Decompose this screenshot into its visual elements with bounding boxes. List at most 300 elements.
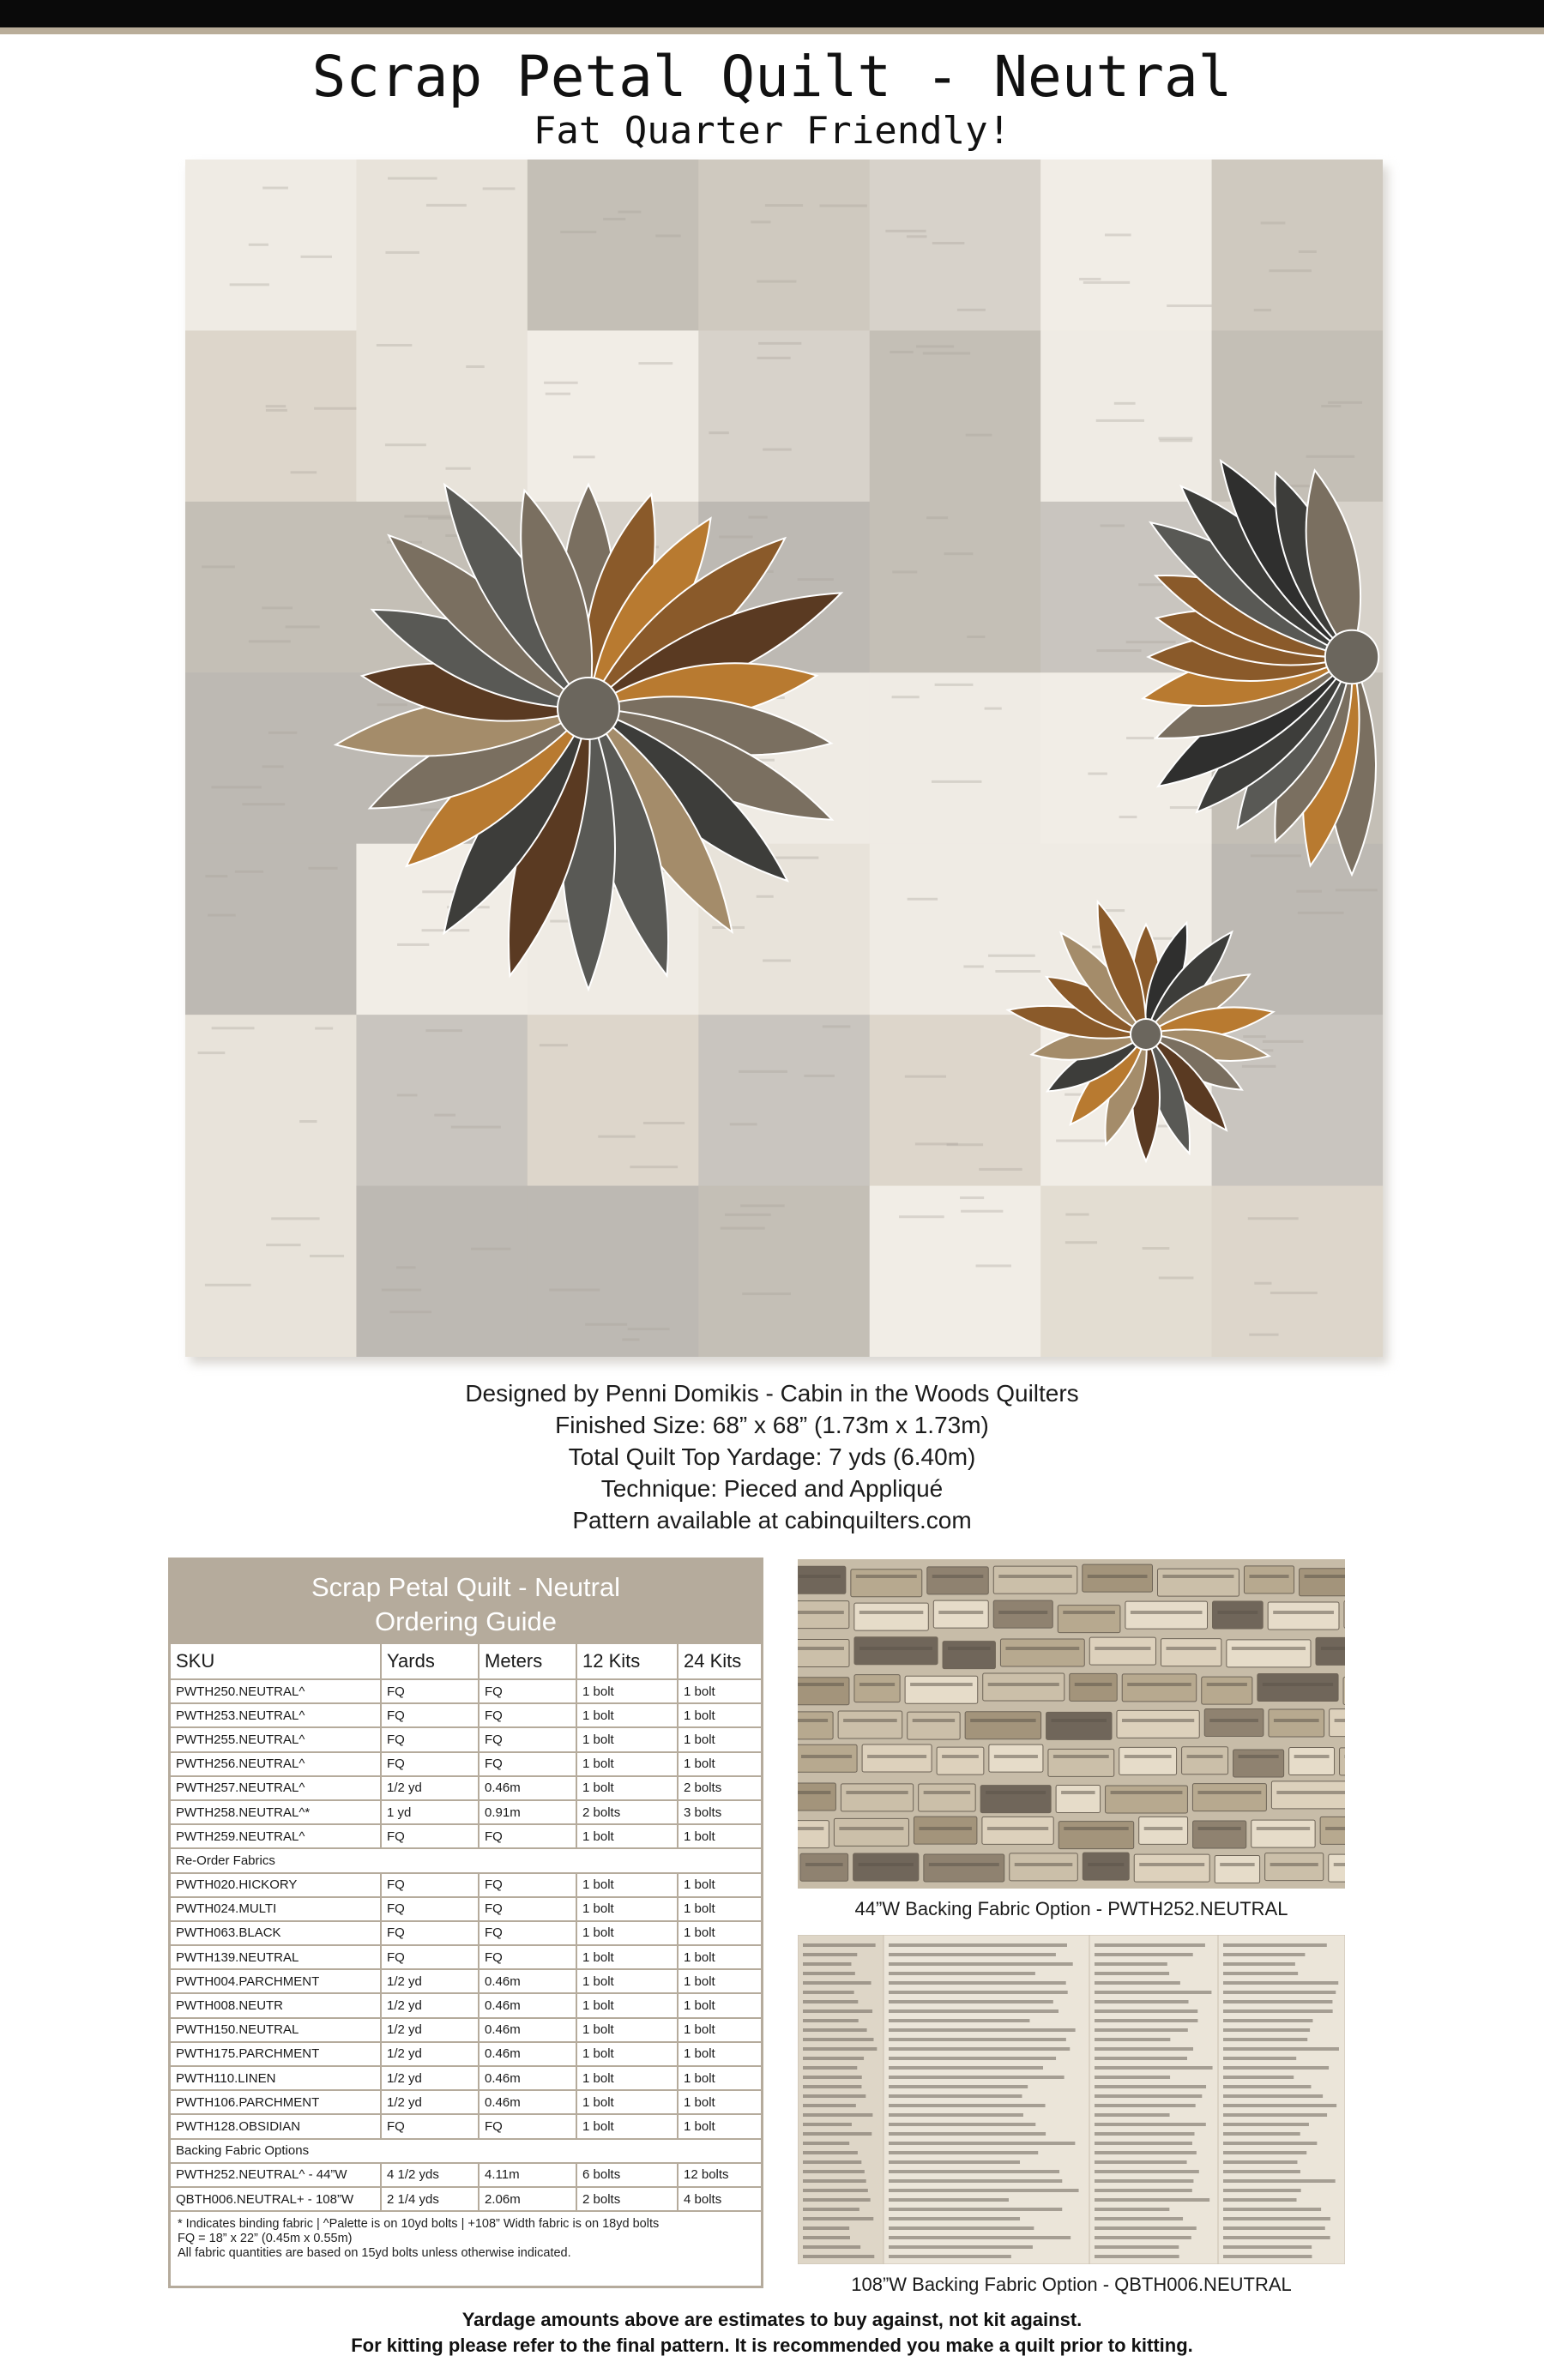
quilt-block xyxy=(698,330,870,502)
table-cell: 1 bolt xyxy=(576,2066,678,2090)
block-print-mark xyxy=(967,636,985,638)
ticket-shape xyxy=(1202,1677,1252,1704)
block-print-mark xyxy=(397,943,429,946)
table-cell: 1 bolt xyxy=(678,2066,761,2090)
block-print-mark xyxy=(1270,1292,1318,1294)
ticket-shape xyxy=(908,1712,960,1739)
ticket-print-mark xyxy=(1334,1863,1345,1866)
newsprint-text-line xyxy=(1095,2245,1179,2249)
ticket-shape xyxy=(1320,1817,1345,1844)
ticket-shape xyxy=(798,1783,835,1811)
block-print-mark xyxy=(916,345,954,347)
ticket-shape xyxy=(1244,1566,1294,1594)
header-12-kits: 12 Kits xyxy=(576,1644,678,1679)
newsprint-text-line xyxy=(1223,2123,1309,2126)
newsprint-text-line xyxy=(889,2000,1053,2003)
block-print-mark xyxy=(985,708,1002,710)
block-print-mark xyxy=(315,1027,333,1030)
ticket-print-mark xyxy=(1276,1791,1345,1794)
table-cell: PWTH139.NEUTRAL xyxy=(171,1945,381,1969)
newsprint-text-line xyxy=(1095,2094,1202,2098)
block-print-mark xyxy=(271,1217,319,1220)
block-print-mark xyxy=(1083,281,1130,284)
block-print-mark xyxy=(301,256,332,258)
ticket-print-mark xyxy=(859,1863,914,1866)
ticket-print-mark xyxy=(1088,1863,1124,1866)
block-print-mark xyxy=(205,1284,251,1286)
ticket-print-mark xyxy=(1139,1863,1204,1866)
newsprint-text-line xyxy=(889,2179,1062,2183)
table-row xyxy=(171,2066,761,2090)
table-cell: FQ xyxy=(381,1703,479,1727)
newsprint-text-line xyxy=(803,1972,855,1975)
table-cell: 0.46m xyxy=(479,1993,576,2017)
table-cell: 1/2 yd xyxy=(381,2090,479,2114)
table-cell: 2 1/4 yds xyxy=(381,2187,479,2211)
table-row xyxy=(171,2018,761,2042)
table-cell: PWTH004.PARCHMENT xyxy=(171,1969,381,1993)
table-cell: FQ xyxy=(381,1679,479,1703)
block-print-mark xyxy=(1254,309,1271,311)
newsprint-text-line xyxy=(803,1953,857,1956)
ticket-print-mark xyxy=(1166,1647,1215,1650)
ticket-shape xyxy=(1000,1639,1084,1666)
block-print-mark xyxy=(988,955,1035,957)
block-print-mark xyxy=(286,625,320,628)
ticket-print-mark xyxy=(1232,1647,1306,1650)
newsprint-text-line xyxy=(803,1991,854,1994)
newsprint-text-line xyxy=(1223,2255,1312,2258)
block-print-mark xyxy=(483,187,516,190)
ticket-shape xyxy=(965,1712,1040,1739)
newsprint-text-line xyxy=(889,1943,1067,1947)
block-print-mark xyxy=(643,1122,685,1124)
block-print-mark xyxy=(598,1136,635,1138)
newsprint-text-line xyxy=(1095,1981,1180,1985)
block-print-mark xyxy=(751,220,770,223)
table-cell: PWTH175.PARCHMENT xyxy=(171,2042,381,2066)
newsprint-text-line xyxy=(1095,1953,1193,1956)
ticket-shape xyxy=(1193,1821,1246,1848)
ticket-shape xyxy=(1300,1569,1345,1596)
newsprint-text-line xyxy=(889,2245,1033,2249)
newsprint-text-line xyxy=(1095,2028,1188,2032)
newsprint-text-line xyxy=(889,2160,1020,2164)
table-cell: PWTH255.NEUTRAL^ xyxy=(171,1727,381,1751)
newsprint-text-line xyxy=(803,2104,856,2107)
ticket-print-mark xyxy=(1220,1863,1254,1866)
table-row xyxy=(171,1824,761,1848)
ticket-shape xyxy=(982,1817,1053,1844)
table-cell: FQ xyxy=(381,1945,479,1969)
block-print-mark xyxy=(915,1142,958,1145)
block-print-mark xyxy=(932,780,981,783)
block-print-mark xyxy=(308,867,337,870)
table-cell: 1 bolt xyxy=(576,1969,678,1993)
block-print-mark xyxy=(926,516,948,519)
block-print-mark xyxy=(434,1114,455,1117)
top-black-bar xyxy=(0,0,1544,27)
block-print-mark xyxy=(212,1027,255,1029)
block-print-mark xyxy=(819,204,866,207)
newsprint-text-line xyxy=(1223,2236,1330,2239)
table-row xyxy=(171,1679,761,1703)
block-print-mark xyxy=(932,242,965,244)
newsprint-text-line xyxy=(1095,2076,1170,2079)
newsprint-text-line xyxy=(889,1972,1035,1975)
ticket-print-mark xyxy=(798,1683,844,1686)
table-section-row xyxy=(171,2139,761,2163)
quilt-block xyxy=(870,844,1041,1015)
block-print-mark xyxy=(1105,233,1131,236)
block-print-mark xyxy=(1065,1241,1097,1244)
newsprint-text-line xyxy=(1095,2132,1195,2136)
ticket-shape xyxy=(1344,1600,1345,1628)
newsprint-text-line xyxy=(1095,2038,1170,2041)
ticket-shape xyxy=(1227,1640,1311,1667)
table-cell: 1 bolt xyxy=(678,2018,761,2042)
ticket-shape xyxy=(798,1640,849,1667)
block-print-mark xyxy=(725,1214,771,1216)
table-cell: 1 bolt xyxy=(678,1921,761,1945)
ticket-shape xyxy=(851,1570,922,1597)
quilt-block xyxy=(356,1186,528,1357)
quilt-block xyxy=(185,1186,357,1357)
ticket-print-mark xyxy=(910,1683,973,1686)
ticket-shape xyxy=(1122,1674,1197,1702)
disclaimer-line-1: Yardage amounts above are estimates to buy against, not kit against. xyxy=(461,2309,1083,2330)
ticket-shape xyxy=(853,1853,919,1881)
block-print-mark xyxy=(1096,419,1144,422)
block-print-mark xyxy=(299,1120,317,1123)
flower-center xyxy=(1131,1019,1161,1050)
block-print-mark xyxy=(979,1168,1022,1171)
block-print-mark xyxy=(908,898,938,901)
block-print-mark xyxy=(748,516,767,519)
table-cell: 4.11m xyxy=(479,2163,576,2187)
ticket-print-mark xyxy=(1127,1683,1191,1686)
table-cell: 1 bolt xyxy=(576,1897,678,1921)
table-cell: FQ xyxy=(479,1727,576,1751)
table-cell: 2 bolts xyxy=(678,1776,761,1800)
block-print-mark xyxy=(291,471,317,473)
newsprint-text-line xyxy=(803,2245,860,2249)
newsprint-text-line xyxy=(1223,1972,1298,1975)
ticket-shape xyxy=(854,1637,938,1665)
newsprint-text-line xyxy=(1095,2189,1192,2192)
table-cell: 1 bolt xyxy=(678,2090,761,2114)
newsprint-text-line xyxy=(889,2028,1076,2032)
quilt-block xyxy=(185,502,357,673)
table-cell: 1 bolt xyxy=(678,1873,761,1897)
block-print-mark xyxy=(389,1311,431,1313)
ticket-print-mark xyxy=(798,1719,828,1722)
table-cell: 0.46m xyxy=(479,1969,576,1993)
newsprint-text-line xyxy=(1223,2009,1333,2013)
ticket-print-mark xyxy=(998,1575,1072,1578)
quilt-block xyxy=(1040,1186,1212,1357)
block-print-mark xyxy=(757,280,796,283)
block-print-mark xyxy=(798,578,834,581)
table-cell: FQ xyxy=(479,1921,576,1945)
ticket-shape xyxy=(798,1821,829,1848)
block-print-mark xyxy=(758,342,801,345)
backing-44-caption: 44”W Backing Fabric Option - PWTH252.NEUTRAL xyxy=(854,1898,1288,1919)
table-row xyxy=(171,2187,761,2211)
block-print-mark xyxy=(1065,1213,1089,1215)
disclaimer xyxy=(0,2307,1544,2359)
quilt-block xyxy=(528,160,699,331)
ticket-print-mark xyxy=(1305,1575,1345,1578)
block-print-mark xyxy=(1321,405,1341,407)
ticket-shape xyxy=(862,1744,932,1772)
block-print-mark xyxy=(995,970,1044,973)
newsprint-text-line xyxy=(803,2132,872,2136)
guide-title-line2: Ordering Guide xyxy=(375,1606,557,1636)
ticket-print-mark xyxy=(1217,1611,1258,1614)
block-print-mark xyxy=(907,235,927,238)
ticket-shape xyxy=(1048,1749,1114,1776)
ticket-print-mark xyxy=(1335,1719,1345,1722)
table-cell: 1 bolt xyxy=(678,2042,761,2066)
block-print-mark xyxy=(775,857,818,859)
ticket-print-mark xyxy=(998,1611,1047,1614)
ticket-shape xyxy=(1117,1710,1199,1738)
table-cell: 12 bolts xyxy=(678,2163,761,2187)
block-print-mark xyxy=(892,570,917,573)
quilt-image xyxy=(185,160,1383,1357)
table-row xyxy=(171,1873,761,1897)
ticket-print-mark xyxy=(1061,1791,1095,1794)
newsprint-text-line xyxy=(803,2208,859,2211)
ticket-print-mark xyxy=(1198,1827,1241,1830)
block-print-mark xyxy=(249,640,291,642)
block-print-mark xyxy=(310,1255,344,1257)
block-print-mark xyxy=(739,1070,787,1073)
ticket-shape xyxy=(1329,1854,1345,1882)
table-cell: 1 bolt xyxy=(576,1752,678,1776)
block-print-mark xyxy=(957,309,986,311)
newsprint-text-line xyxy=(1223,2132,1300,2136)
ticket-shape xyxy=(1269,1709,1324,1737)
table-cell: 1 bolt xyxy=(576,1727,678,1751)
quilt-block xyxy=(870,160,1041,331)
newsprint-text-line xyxy=(1223,2226,1325,2230)
ticket-print-mark xyxy=(1064,1827,1128,1830)
newsprint-text-line xyxy=(1223,2245,1312,2249)
ticket-shape xyxy=(1161,1639,1221,1666)
ticket-shape xyxy=(989,1744,1043,1772)
newsprint-fabric xyxy=(798,1935,1345,2264)
ticket-print-mark xyxy=(929,1863,999,1866)
ticket-print-mark xyxy=(1144,1827,1183,1830)
section-label: Re-Order Fabrics xyxy=(171,1848,761,1872)
newsprint-text-line xyxy=(1095,2170,1199,2173)
ticket-print-mark xyxy=(1273,1611,1334,1614)
newsprint-text-line xyxy=(1095,2151,1197,2154)
ticket-print-mark xyxy=(970,1719,1035,1722)
ticket-shape xyxy=(841,1784,913,1811)
newsprint-text-line xyxy=(1095,2226,1197,2230)
newsprint-text-line xyxy=(803,2179,866,2183)
block-print-mark xyxy=(573,455,594,458)
newsprint-text-line xyxy=(803,2076,862,2079)
ticket-print-mark xyxy=(856,1575,917,1578)
quilt-block xyxy=(185,1015,357,1186)
ticket-print-mark xyxy=(859,1647,932,1650)
table-cell: PWTH020.HICKORY xyxy=(171,1873,381,1897)
newsprint-text-line xyxy=(803,2057,864,2060)
quilt-block xyxy=(698,844,870,1015)
newsprint-text-line xyxy=(1095,2236,1191,2239)
footnote-2: FQ = 18” x 22” (0.45m x 0.55m) xyxy=(178,2232,353,2246)
ticket-print-mark xyxy=(1053,1755,1109,1758)
ordering-table-body xyxy=(171,1679,761,2211)
table-row xyxy=(171,1897,761,1921)
table-row xyxy=(171,1921,761,1945)
ticket-shape xyxy=(798,1601,849,1629)
block-print-mark xyxy=(763,449,792,451)
newsprint-text-line xyxy=(803,2009,872,2013)
newsprint-text-line xyxy=(803,2142,849,2145)
table-cell: 1/2 yd xyxy=(381,2018,479,2042)
table-cell: 0.46m xyxy=(479,2090,576,2114)
quilt-illustration xyxy=(185,160,1383,1357)
header-sku: SKU xyxy=(171,1644,381,1679)
block-print-mark xyxy=(622,1338,639,1341)
quilt-block xyxy=(356,330,528,502)
ticket-print-mark xyxy=(1257,1827,1310,1830)
block-print-mark xyxy=(765,204,803,207)
newsprint-text-line xyxy=(889,2076,1065,2079)
block-print-mark xyxy=(1242,1065,1276,1068)
top-taupe-bar xyxy=(0,27,1544,34)
ticket-print-mark xyxy=(1209,1719,1258,1722)
newsprint-text-line xyxy=(803,2236,850,2239)
newsprint-text-line xyxy=(1095,2255,1179,2258)
ticket-shape xyxy=(937,1747,984,1774)
newsprint-text-line xyxy=(803,2000,858,2003)
newsprint-text-line xyxy=(1223,2066,1329,2070)
block-print-mark xyxy=(262,765,284,768)
newsprint-text-line xyxy=(889,2255,1011,2258)
ticket-print-mark xyxy=(942,1755,979,1758)
table-cell: 1/2 yd xyxy=(381,2042,479,2066)
newsprint-text-line xyxy=(803,2160,861,2164)
backing-44-swatch xyxy=(798,1559,1345,1889)
table-cell: 1/2 yd xyxy=(381,1776,479,1800)
block-print-mark xyxy=(451,1126,501,1129)
table-cell: PWTH258.NEUTRAL^* xyxy=(171,1800,381,1824)
ticket-print-mark xyxy=(798,1611,844,1614)
ticket-shape xyxy=(1182,1747,1228,1774)
table-cell: 0.91m xyxy=(479,1800,576,1824)
newsprint-text-line xyxy=(1095,2019,1197,2022)
table-header-row xyxy=(171,1644,761,1679)
block-print-mark xyxy=(1126,737,1154,739)
newsprint-text-line xyxy=(889,2038,1066,2041)
block-print-mark xyxy=(923,352,970,355)
block-print-mark xyxy=(740,1204,784,1207)
newsprint-text-line xyxy=(803,2047,877,2051)
table-row xyxy=(171,1776,761,1800)
ticket-print-mark xyxy=(1111,1791,1183,1794)
block-print-mark xyxy=(560,231,596,233)
newsprint-text-line xyxy=(1223,2189,1301,2192)
block-print-mark xyxy=(205,875,227,877)
block-print-mark xyxy=(377,344,412,346)
block-print-mark xyxy=(976,1264,1011,1267)
ticket-print-mark xyxy=(1125,1755,1172,1758)
ticket-shape xyxy=(927,1567,989,1594)
block-print-mark xyxy=(1088,773,1107,775)
newsprint-text-line xyxy=(889,2085,1028,2088)
block-print-mark xyxy=(890,351,913,353)
newsprint-text-line xyxy=(1095,2142,1192,2145)
table-cell: PWTH128.OBSIDIAN xyxy=(171,2114,381,2138)
ticket-shape xyxy=(1215,1855,1259,1883)
block-print-mark xyxy=(944,552,974,555)
newsprint-text-line xyxy=(803,2226,849,2230)
table-cell: 2 bolts xyxy=(576,2187,678,2211)
ticket-shape xyxy=(933,1600,988,1628)
table-cell: 0.46m xyxy=(479,1776,576,1800)
quilt-block xyxy=(870,1015,1041,1186)
table-cell: PWTH257.NEUTRAL^ xyxy=(171,1776,381,1800)
ticket-print-mark xyxy=(859,1683,895,1686)
newsprint-text-line xyxy=(889,2189,1079,2192)
block-print-mark xyxy=(742,1292,791,1295)
block-print-mark xyxy=(262,187,288,190)
table-cell: FQ xyxy=(381,1824,479,1848)
ticket-print-mark xyxy=(805,1863,843,1866)
table-cell: 1 bolt xyxy=(576,1703,678,1727)
newsprint-text-line xyxy=(1223,2085,1311,2088)
newsprint-text-line xyxy=(1223,1953,1305,1956)
quilt-block xyxy=(1212,160,1383,331)
ticket-shape xyxy=(1330,1709,1345,1737)
ticket-shape xyxy=(1046,1712,1112,1739)
ticket-print-mark xyxy=(1263,1683,1333,1686)
ticket-shape xyxy=(1083,1853,1129,1880)
ticket-shape xyxy=(798,1712,833,1739)
newsprint-text-line xyxy=(1223,2113,1327,2117)
block-print-mark xyxy=(1159,1276,1194,1279)
table-cell: 1 bolt xyxy=(576,2090,678,2114)
newsprint-text-line xyxy=(889,2217,1020,2220)
block-print-mark xyxy=(397,1094,418,1096)
header-yards: Yards xyxy=(381,1644,479,1679)
ticket-shape xyxy=(798,1744,857,1772)
block-print-mark xyxy=(1079,278,1101,280)
quilt-block xyxy=(870,1186,1041,1357)
ticket-shape xyxy=(1134,1854,1209,1882)
table-cell: FQ xyxy=(479,1752,576,1776)
ticket-shape xyxy=(1157,1569,1239,1596)
ticket-print-mark xyxy=(1187,1755,1223,1758)
ticket-print-mark xyxy=(798,1791,830,1794)
ticket-shape xyxy=(1056,1785,1100,1812)
newsprint-text-line xyxy=(889,2066,1043,2070)
table-cell: PWTH110.LINEN xyxy=(171,2066,381,2090)
ticket-shape xyxy=(1340,1748,1345,1775)
ticket-shape xyxy=(1058,1606,1120,1633)
ticket-shape xyxy=(1343,1678,1345,1705)
ticket-shape xyxy=(943,1642,995,1669)
ticket-shape xyxy=(1192,1784,1266,1811)
yardage-line: Total Quilt Top Yardage: 7 yds (6.40m) xyxy=(568,1443,976,1470)
table-cell: 2 bolts xyxy=(576,1800,678,1824)
